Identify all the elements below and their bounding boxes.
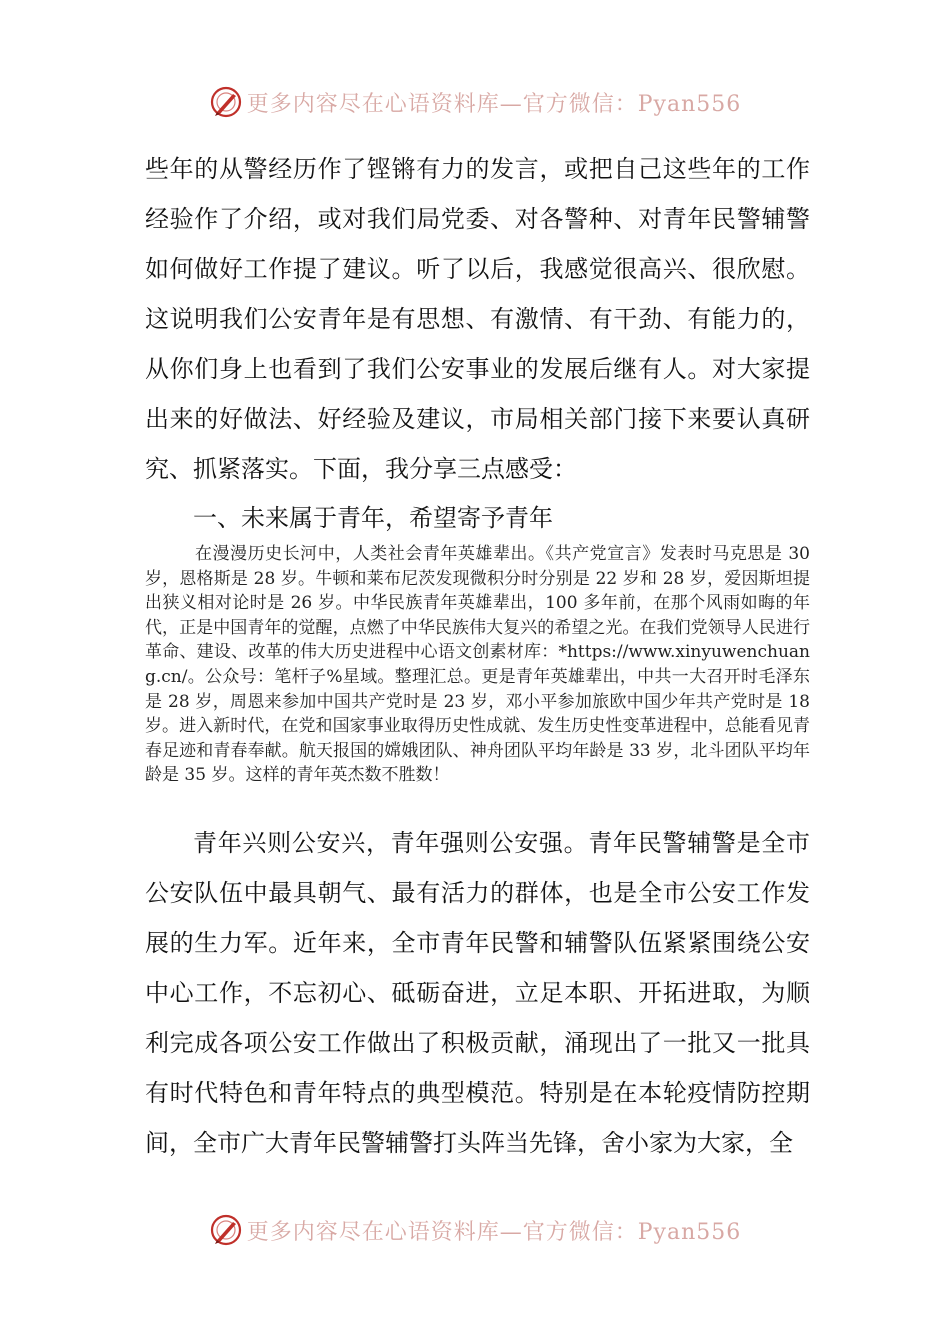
footer-watermark bbox=[0, 1210, 950, 1250]
body-paragraph-2: 青年兴则公安兴，青年强则公安强。青年民警辅警是全市公安队伍中最具朝气、最有活力的群体，也是全市公安工作发展的生力军。近年来，全市青年民警和辅警队伍紧紧围绕公安中心工作，不忘初心、砥砺奋进，立足本职、开拓进取，为顺利完成各项公安工作做出了积极贡献，涌现出了一批又一批具有时代特色和青年特点的典型模范。特别是在本轮疫情防控期间，全市广大青年民警辅警打头阵当先锋，舍小家为大家，全 bbox=[145, 829, 810, 1157]
pen-logo-icon bbox=[209, 1213, 243, 1247]
watermark-text: 更多内容尽在心语资料库—官方微信：Pyan556 bbox=[246, 1219, 742, 1245]
header-watermark bbox=[0, 82, 950, 122]
body-paragraph-1: 些年的从警经历作了铿锵有力的发言，或把自己这些年的工作经验作了介绍，或对我们局党委、对各警种、对青年民警辅警如何做好工作提了建议。听了以后，我感觉很高兴、很欣慰。这说明我们公安青年是有思想、有激情、有干劲、有能力的，从你们身上也看到了我们公安事业的发展后继有人。对大家提出来的好做法、好经验及建议，市局相关部门接下来要认真研究、抓紧落实。下面，我分享三点感受： bbox=[145, 155, 810, 483]
quoted-paragraph: 在漫漫历史长河中，人类社会青年英雄辈出。《共产党宣言》发表时马克思是 30 岁，恩格斯是 28 岁。牛顿和莱布尼茨发现微积分时分别是 22 岁和 28 岁，爱因斯坦提出狭义相对论时是 26 岁。中华民族青年英雄辈出，100 多年前，在那个风雨如晦的年代，正是中国青年的觉醒，点燃了中华民族伟大复兴的希望之光。在我们党领导人民进行革命、建设、改革的伟大历史进程中心语文创素材库：*https://www.xinyuwenchuang.cn/。公众号：笔杆子%星域。整理汇总。更是青年英雄辈出，中共一大召开时毛泽东是 28 岁，周恩来参加中国共产党时是 23 岁，邓小平参加旅欧中国少年共产党时是 18 岁。进入新时代，在党和国家事业取得历史性成就、发生历史性变革进程中，总能看见青春足迹和青春奉献。航天报国的嫦娥团队、神舟团队平均年龄是 33 岁，北斗团队平均年龄是 35 岁。这样的青年英杰数不胜数！ bbox=[145, 544, 810, 786]
section-heading-1: 一、未来属于青年，希望寄予青年 bbox=[193, 504, 553, 532]
pen-logo-icon bbox=[209, 85, 243, 119]
watermark-text: 更多内容尽在心语资料库—官方微信：Pyan556 bbox=[246, 91, 742, 117]
